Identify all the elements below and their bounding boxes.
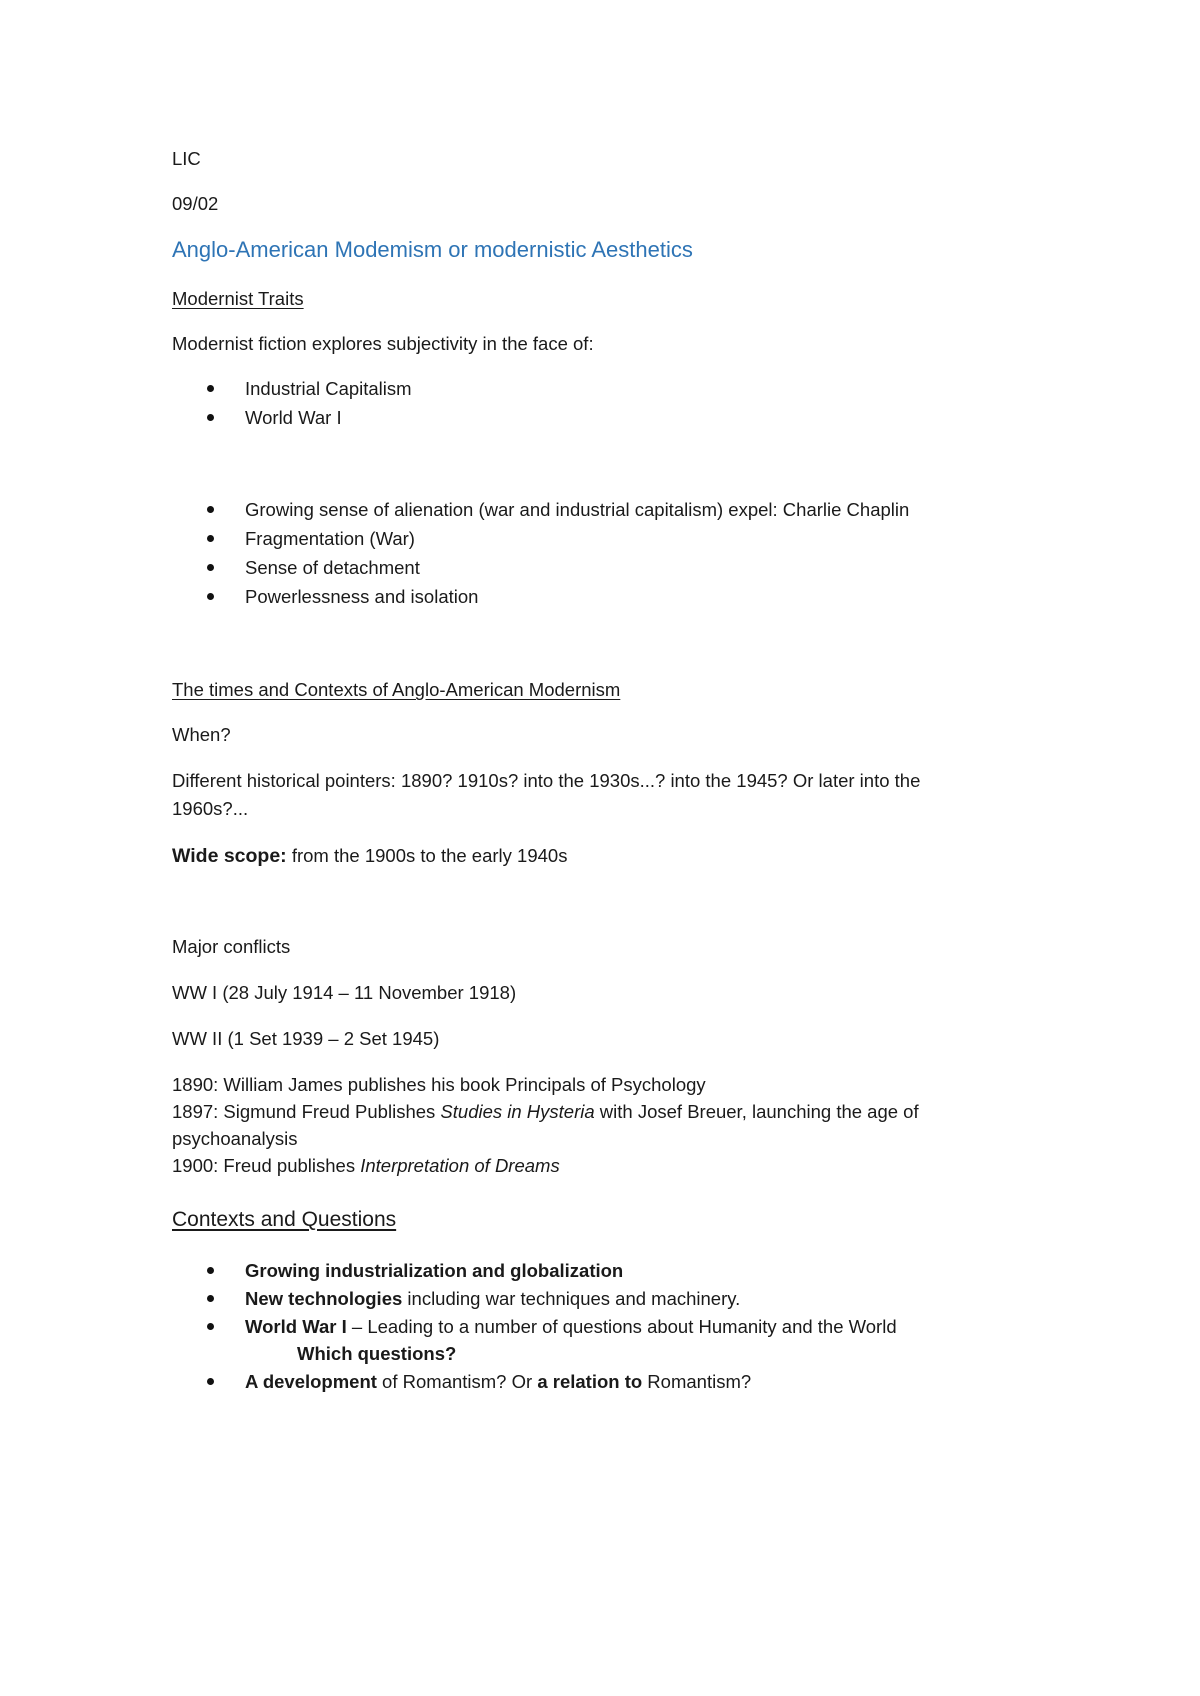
list-item [245,1316,897,1338]
scope-text: from the 1900s to the early 1940s [286,845,568,866]
bullet-icon [207,385,214,392]
list-item-text: Romantism? [642,1371,752,1392]
traits-intro: Modernist fiction explores subjectivity in the face of: [172,333,594,354]
list-item: Industrial Capitalism [245,378,412,399]
pointers-line-2: 1960s?... [172,798,249,819]
bullet-icon [207,1295,214,1302]
list-item-text: of Romantism? Or [376,1371,538,1392]
list-item: Fragmentation (War) [245,528,415,549]
date: 09/02 [172,193,219,214]
list-item: World War I [245,407,342,428]
list-item: Sense of detachment [245,557,420,578]
bullet-icon [207,506,214,513]
timeline-1897-text: 1897: Sigmund Freud Publishes [172,1101,441,1122]
bullet-icon [207,1267,214,1274]
sub-question: Which questions? [297,1343,457,1364]
conflicts-label: Major conflicts [172,936,291,957]
timeline-1900-text: 1900: Freud publishes [172,1155,361,1176]
pointers-line-1: Different historical pointers: 1890? 1910s? into the 1930s...? into the 1945? Or later into the [172,770,921,791]
page-title: Anglo-American Modemism or modernistic Aesthetics [172,237,693,262]
timeline-1890: 1890: William James publishes his book Principals of Psychology [172,1074,706,1095]
times-heading: The times and Contexts of Anglo-American Modernism [172,679,621,700]
list-item [245,1371,751,1393]
scope-label: Wide scope: [172,845,287,867]
bullet-icon [207,414,214,421]
timeline-1900 [172,1155,560,1177]
list-item-bold: A development [245,1371,377,1392]
list-item: Powerlessness and isolation [245,586,479,607]
list-item: Growing sense of alienation (war and industrial capitalism) expel: Charlie Chaplin [245,499,910,520]
bullet-icon [207,564,214,571]
book-title: Studies in Hysteria [440,1101,595,1122]
list-item-bold: New technologies [245,1288,403,1309]
scope-line [172,845,567,867]
list-item-text: – Leading to a number of questions about Humanity and the World [346,1316,897,1337]
timeline-1897-cont: psychoanalysis [172,1128,298,1149]
bullet-icon [207,535,214,542]
ww2-line: WW II (1 Set 1939 – 2 Set 1945) [172,1028,440,1049]
list-item-bold: a relation to [537,1371,643,1392]
contexts-heading: Contexts and Questions [172,1208,397,1231]
bullet-icon [207,1323,214,1330]
bullet-icon [207,593,214,600]
list-item-bold: World War I [245,1316,347,1337]
traits-heading: Modernist Traits [172,288,304,309]
timeline-1897 [172,1101,919,1123]
bullet-icon [207,1378,214,1385]
list-item: Growing industrialization and globalization [245,1260,624,1281]
course-code: LIC [172,148,201,169]
book-title: Interpretation of Dreams [360,1155,560,1176]
list-item [245,1288,740,1310]
timeline-1897-text-end: with Josef Breuer, launching the age of [594,1101,919,1122]
list-item-text: including war techniques and machinery. [402,1288,741,1309]
when-label: When? [172,724,231,745]
ww1-line: WW I (28 July 1914 – 11 November 1918) [172,982,517,1003]
